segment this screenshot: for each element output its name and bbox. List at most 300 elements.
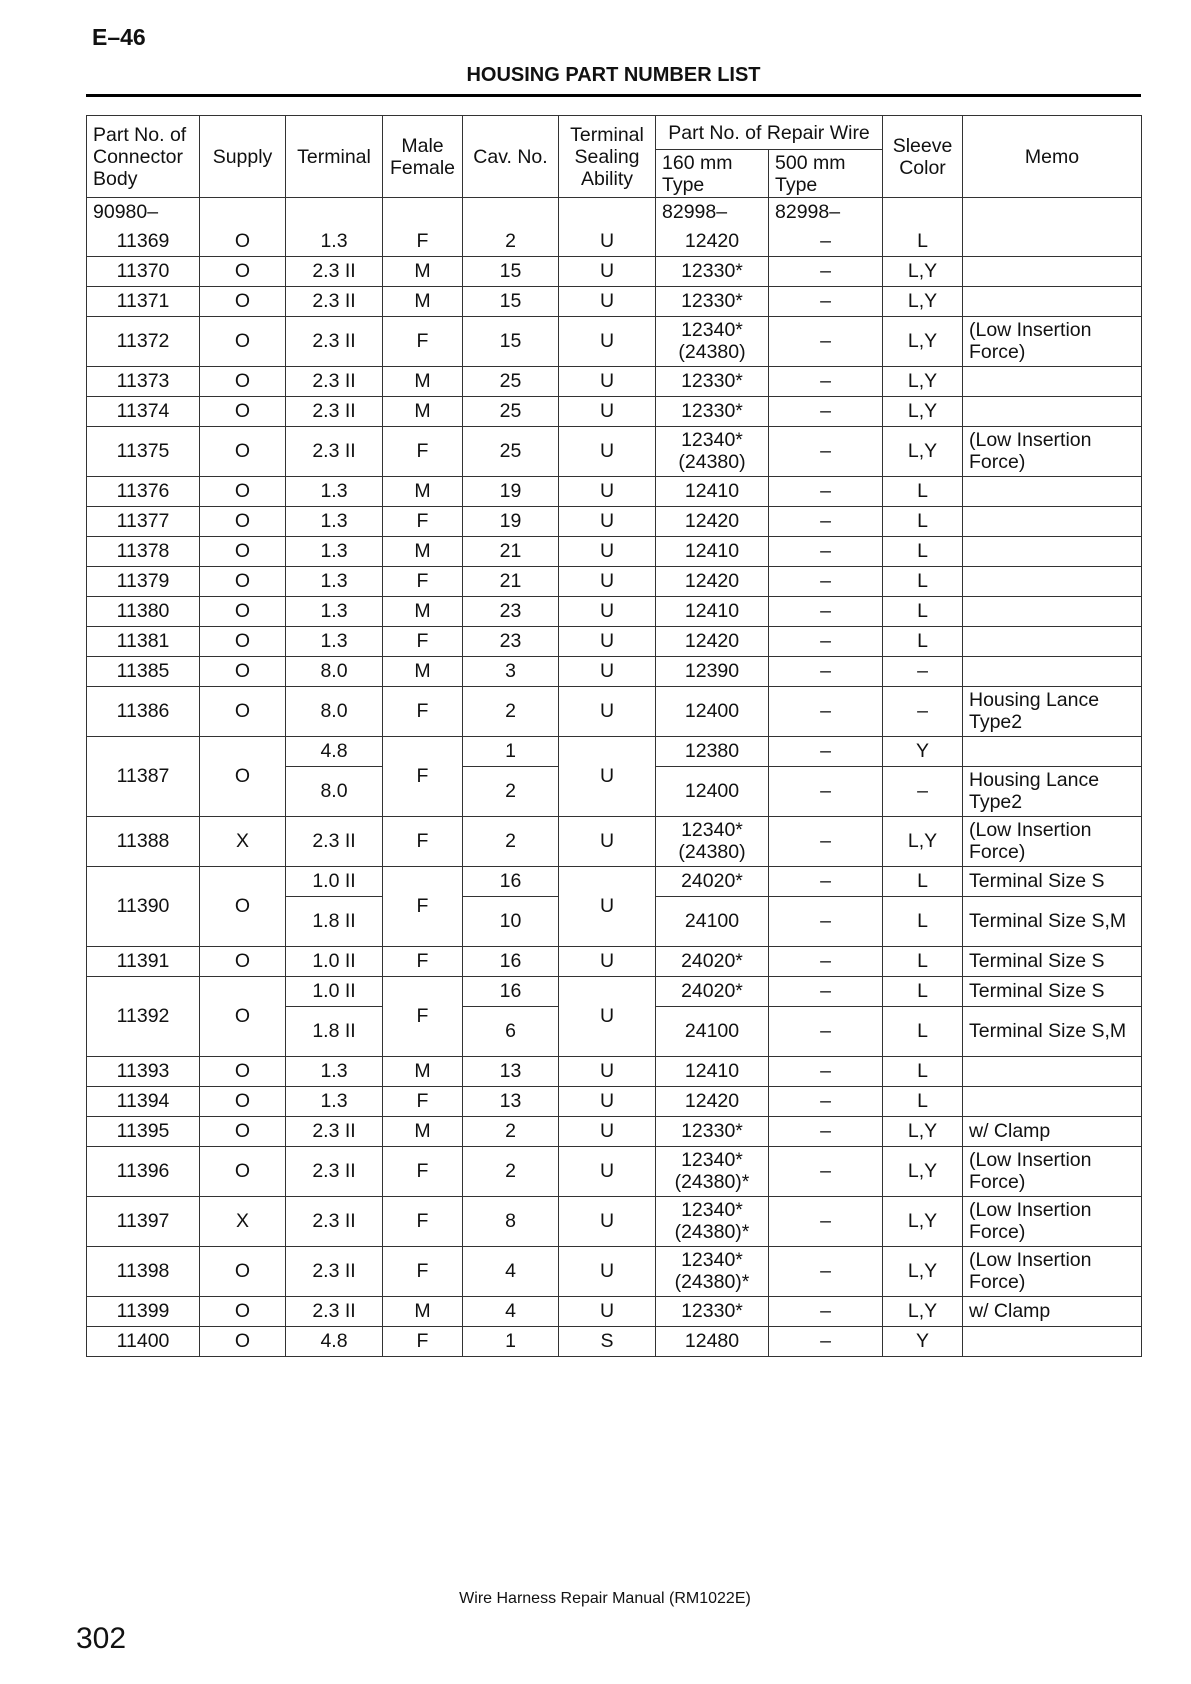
cell-500mm: – <box>769 686 883 736</box>
cell-sleeve: L <box>883 226 963 256</box>
cell-500mm: – <box>769 1086 883 1116</box>
table-row <box>87 656 1142 686</box>
cell-sealing: U <box>559 476 656 506</box>
header-supply: Supply <box>200 116 286 198</box>
cell-sealing: U <box>559 536 656 566</box>
cell-160mm: 12330* <box>656 366 769 396</box>
cell-cav-no: 25 <box>463 366 559 396</box>
cell-cav-no: 15 <box>463 256 559 286</box>
cell-male-female: F <box>383 686 463 736</box>
prefix-empty <box>463 198 559 227</box>
cell-sleeve: L <box>883 476 963 506</box>
cell-sealing: U <box>559 866 656 946</box>
cell-sealing: U <box>559 366 656 396</box>
cell-part-no: 11377 <box>87 506 200 536</box>
cell-160mm: 12410 <box>656 476 769 506</box>
cell-cav-no: 13 <box>463 1086 559 1116</box>
prefix-empty <box>286 198 383 227</box>
table-row <box>87 1296 1142 1326</box>
cell-cav-no: 1 <box>463 1326 559 1356</box>
cell-cav-no: 15 <box>463 286 559 316</box>
cell-sealing: U <box>559 686 656 736</box>
cell-memo: (Low Insertion Force) <box>963 1146 1142 1196</box>
cell-supply: O <box>200 366 286 396</box>
cell-160mm: 12330* <box>656 256 769 286</box>
cell-cav-no: 19 <box>463 506 559 536</box>
cell-male-female: M <box>383 286 463 316</box>
cell-male-female: F <box>383 626 463 656</box>
cell-160mm: 12480 <box>656 1326 769 1356</box>
cell-160mm: 12340* (24380)* <box>656 1246 769 1296</box>
table-row <box>87 536 1142 566</box>
cell-500mm: – <box>769 396 883 426</box>
prefix-empty <box>963 198 1142 227</box>
cell-part-no: 11399 <box>87 1296 200 1326</box>
cell-cav-no: 4 <box>463 1296 559 1326</box>
cell-sealing: U <box>559 1056 656 1086</box>
cell-sealing: U <box>559 426 656 476</box>
table-row <box>87 1116 1142 1146</box>
cell-sealing: U <box>559 256 656 286</box>
cell-male-female: M <box>383 396 463 426</box>
cell-part-no: 11375 <box>87 426 200 476</box>
cell-terminal: 1.3 <box>286 1056 383 1086</box>
cell-male-female: F <box>383 976 463 1056</box>
cell-sleeve: L <box>883 626 963 656</box>
cell-sealing: U <box>559 626 656 656</box>
cell-terminal: 1.0 II <box>286 866 383 896</box>
cell-500mm: – <box>769 946 883 976</box>
cell-part-no: 11373 <box>87 366 200 396</box>
cell-cav-no: 16 <box>463 866 559 896</box>
cell-cav-no: 3 <box>463 656 559 686</box>
cell-memo: (Low Insertion Force) <box>963 1196 1142 1246</box>
cell-sleeve: L <box>883 976 963 1006</box>
cell-part-no: 11379 <box>87 566 200 596</box>
cell-terminal: 2.3 II <box>286 396 383 426</box>
cell-cav-no: 10 <box>463 896 559 946</box>
cell-terminal: 1.3 <box>286 626 383 656</box>
cell-cav-no: 23 <box>463 626 559 656</box>
prefix-empty <box>883 198 963 227</box>
cell-cav-no: 2 <box>463 1146 559 1196</box>
cell-terminal: 2.3 II <box>286 426 383 476</box>
cell-male-female: M <box>383 366 463 396</box>
cell-part-no: 11386 <box>87 686 200 736</box>
cell-male-female: M <box>383 1116 463 1146</box>
cell-memo <box>963 626 1142 656</box>
cell-terminal: 1.3 <box>286 536 383 566</box>
title-rule <box>86 94 1141 97</box>
cell-cav-no: 25 <box>463 426 559 476</box>
cell-160mm: 12400 <box>656 686 769 736</box>
cell-500mm: – <box>769 536 883 566</box>
table-row <box>87 866 1142 896</box>
cell-cav-no: 2 <box>463 686 559 736</box>
cell-memo <box>963 1056 1142 1086</box>
cell-memo <box>963 536 1142 566</box>
cell-supply: O <box>200 506 286 536</box>
cell-male-female: M <box>383 536 463 566</box>
cell-terminal: 2.3 II <box>286 256 383 286</box>
header-male-female: Male Female <box>383 116 463 198</box>
cell-sleeve: L <box>883 536 963 566</box>
cell-terminal: 1.3 <box>286 226 383 256</box>
cell-sealing: U <box>559 566 656 596</box>
cell-part-no: 11392 <box>87 976 200 1056</box>
cell-cav-no: 2 <box>463 816 559 866</box>
cell-500mm: – <box>769 1326 883 1356</box>
cell-500mm: – <box>769 256 883 286</box>
cell-supply: O <box>200 1146 286 1196</box>
cell-part-no: 11376 <box>87 476 200 506</box>
prefix-160mm: 82998– <box>656 198 769 227</box>
cell-500mm: – <box>769 316 883 366</box>
cell-sleeve: L,Y <box>883 426 963 476</box>
cell-part-no: 11397 <box>87 1196 200 1246</box>
cell-memo: Terminal Size S <box>963 946 1142 976</box>
cell-sealing: S <box>559 1326 656 1356</box>
cell-supply: O <box>200 316 286 366</box>
cell-terminal: 1.8 II <box>286 896 383 946</box>
cell-sleeve: – <box>883 766 963 816</box>
cell-memo: Terminal Size S <box>963 976 1142 1006</box>
footer-manual-title: Wire Harness Repair Manual (RM1022E) <box>459 1590 751 1607</box>
cell-male-female: M <box>383 596 463 626</box>
cell-terminal: 2.3 II <box>286 1246 383 1296</box>
cell-160mm: 12340* (24380)* <box>656 1196 769 1246</box>
cell-sleeve: Y <box>883 1326 963 1356</box>
cell-160mm: 24100 <box>656 896 769 946</box>
cell-terminal: 2.3 II <box>286 1196 383 1246</box>
cell-memo <box>963 566 1142 596</box>
cell-cav-no: 23 <box>463 596 559 626</box>
cell-supply: O <box>200 1326 286 1356</box>
prefix-part: 90980– <box>87 198 200 227</box>
cell-500mm: – <box>769 226 883 256</box>
cell-sleeve: L <box>883 566 963 596</box>
cell-500mm: – <box>769 896 883 946</box>
cell-cav-no: 1 <box>463 736 559 766</box>
cell-sleeve: L <box>883 946 963 976</box>
cell-supply: O <box>200 256 286 286</box>
cell-part-no: 11394 <box>87 1086 200 1116</box>
cell-500mm: – <box>769 816 883 866</box>
header-memo: Memo <box>963 116 1142 198</box>
cell-sealing: U <box>559 596 656 626</box>
cell-sealing: U <box>559 1246 656 1296</box>
cell-160mm: 24100 <box>656 1006 769 1056</box>
table-row <box>87 626 1142 656</box>
cell-part-no: 11372 <box>87 316 200 366</box>
cell-sealing: U <box>559 316 656 366</box>
cell-cav-no: 2 <box>463 766 559 816</box>
table-row <box>87 426 1142 476</box>
cell-male-female: F <box>383 866 463 946</box>
table-row <box>87 1326 1142 1356</box>
header-part-no: Part No. of Connector Body <box>87 116 200 198</box>
cell-supply: O <box>200 1246 286 1296</box>
cell-sleeve: L,Y <box>883 1246 963 1296</box>
cell-terminal: 2.3 II <box>286 1116 383 1146</box>
cell-500mm: – <box>769 596 883 626</box>
table-row <box>87 396 1142 426</box>
header-repair-wire: Part No. of Repair Wire <box>656 116 883 150</box>
cell-part-no: 11370 <box>87 256 200 286</box>
cell-memo: w/ Clamp <box>963 1116 1142 1146</box>
cell-memo <box>963 736 1142 766</box>
cell-terminal: 1.3 <box>286 596 383 626</box>
cell-sleeve: L,Y <box>883 256 963 286</box>
cell-500mm: – <box>769 656 883 686</box>
cell-supply: O <box>200 656 286 686</box>
table-row <box>87 976 1142 1006</box>
cell-part-no: 11398 <box>87 1246 200 1296</box>
cell-sealing: U <box>559 816 656 866</box>
cell-supply: O <box>200 1056 286 1086</box>
cell-160mm: 12420 <box>656 626 769 656</box>
cell-sleeve: L <box>883 866 963 896</box>
cell-memo <box>963 396 1142 426</box>
cell-500mm: – <box>769 1196 883 1246</box>
cell-sealing: U <box>559 1196 656 1246</box>
cell-sealing: U <box>559 1296 656 1326</box>
header-160mm-type: 160 mm Type <box>656 150 769 198</box>
table-row <box>87 736 1142 766</box>
cell-memo: Terminal Size S,M <box>963 896 1142 946</box>
prefix-row <box>87 198 1142 227</box>
cell-sealing: U <box>559 226 656 256</box>
cell-part-no: 11395 <box>87 1116 200 1146</box>
cell-sleeve: – <box>883 686 963 736</box>
prefix-empty <box>559 198 656 227</box>
table-row <box>87 476 1142 506</box>
table-row <box>87 366 1142 396</box>
cell-part-no: 11374 <box>87 396 200 426</box>
cell-terminal: 1.3 <box>286 566 383 596</box>
header-terminal: Terminal <box>286 116 383 198</box>
cell-500mm: – <box>769 976 883 1006</box>
cell-500mm: – <box>769 1246 883 1296</box>
cell-160mm: 12390 <box>656 656 769 686</box>
cell-male-female: F <box>383 566 463 596</box>
cell-terminal: 1.3 <box>286 476 383 506</box>
cell-terminal: 1.3 <box>286 1086 383 1116</box>
cell-part-no: 11371 <box>87 286 200 316</box>
cell-terminal: 2.3 II <box>286 1296 383 1326</box>
cell-sealing: U <box>559 1116 656 1146</box>
housing-part-table <box>86 115 1142 1357</box>
cell-male-female: F <box>383 1246 463 1296</box>
cell-memo <box>963 1326 1142 1356</box>
cell-sleeve: L,Y <box>883 366 963 396</box>
cell-160mm: 24020* <box>656 946 769 976</box>
cell-male-female: F <box>383 316 463 366</box>
cell-male-female: M <box>383 256 463 286</box>
cell-cav-no: 21 <box>463 566 559 596</box>
cell-cav-no: 25 <box>463 396 559 426</box>
cell-sleeve: L <box>883 1056 963 1086</box>
cell-500mm: – <box>769 626 883 656</box>
cell-supply: O <box>200 946 286 976</box>
cell-160mm: 12330* <box>656 1296 769 1326</box>
cell-sleeve: L <box>883 596 963 626</box>
cell-sleeve: Y <box>883 736 963 766</box>
cell-160mm: 12420 <box>656 566 769 596</box>
cell-500mm: – <box>769 1056 883 1086</box>
cell-memo: Housing Lance Type2 <box>963 766 1142 816</box>
cell-memo: Terminal Size S,M <box>963 1006 1142 1056</box>
cell-terminal: 1.3 <box>286 506 383 536</box>
table-row <box>87 226 1142 256</box>
cell-160mm: 12410 <box>656 536 769 566</box>
cell-supply: O <box>200 286 286 316</box>
table-row <box>87 1146 1142 1196</box>
cell-supply: X <box>200 1196 286 1246</box>
cell-male-female: M <box>383 476 463 506</box>
cell-sleeve: L,Y <box>883 816 963 866</box>
table-row <box>87 316 1142 366</box>
cell-memo: w/ Clamp <box>963 1296 1142 1326</box>
cell-memo <box>963 596 1142 626</box>
cell-part-no: 11385 <box>87 656 200 686</box>
cell-part-no: 11393 <box>87 1056 200 1086</box>
cell-500mm: – <box>769 476 883 506</box>
cell-terminal: 4.8 <box>286 1326 383 1356</box>
header-cav-no: Cav. No. <box>463 116 559 198</box>
table-row <box>87 816 1142 866</box>
cell-male-female: M <box>383 656 463 686</box>
cell-supply: O <box>200 736 286 816</box>
cell-terminal: 2.3 II <box>286 1146 383 1196</box>
cell-sealing: U <box>559 656 656 686</box>
cell-500mm: – <box>769 506 883 536</box>
cell-500mm: – <box>769 766 883 816</box>
cell-supply: O <box>200 686 286 736</box>
cell-sealing: U <box>559 506 656 536</box>
cell-terminal: 2.3 II <box>286 366 383 396</box>
cell-memo <box>963 476 1142 506</box>
cell-160mm: 12380 <box>656 736 769 766</box>
cell-cav-no: 15 <box>463 316 559 366</box>
cell-male-female: F <box>383 1326 463 1356</box>
prefix-empty <box>200 198 286 227</box>
cell-160mm: 12340* (24380) <box>656 426 769 476</box>
cell-cav-no: 2 <box>463 226 559 256</box>
cell-supply: O <box>200 396 286 426</box>
table-row <box>87 686 1142 736</box>
cell-160mm: 24020* <box>656 866 769 896</box>
prefix-empty <box>383 198 463 227</box>
cell-cav-no: 2 <box>463 1116 559 1146</box>
cell-male-female: F <box>383 226 463 256</box>
cell-supply: O <box>200 1116 286 1146</box>
cell-sleeve: L <box>883 506 963 536</box>
cell-part-no: 11391 <box>87 946 200 976</box>
cell-memo <box>963 226 1142 256</box>
cell-supply: O <box>200 426 286 476</box>
cell-sealing: U <box>559 1086 656 1116</box>
cell-memo <box>963 656 1142 686</box>
table-row <box>87 506 1142 536</box>
cell-160mm: 12340* (24380) <box>656 316 769 366</box>
cell-terminal: 2.3 II <box>286 286 383 316</box>
cell-terminal: 8.0 <box>286 766 383 816</box>
cell-sealing: U <box>559 976 656 1056</box>
cell-male-female: F <box>383 506 463 536</box>
cell-sleeve: L <box>883 896 963 946</box>
cell-cav-no: 6 <box>463 1006 559 1056</box>
cell-160mm: 12340* (24380) <box>656 816 769 866</box>
cell-sealing: U <box>559 396 656 426</box>
cell-terminal: 8.0 <box>286 686 383 736</box>
cell-part-no: 11381 <box>87 626 200 656</box>
cell-cav-no: 13 <box>463 1056 559 1086</box>
cell-500mm: – <box>769 1296 883 1326</box>
cell-sealing: U <box>559 946 656 976</box>
cell-160mm: 12340* (24380)* <box>656 1146 769 1196</box>
cell-sleeve: L <box>883 1086 963 1116</box>
cell-male-female: F <box>383 1196 463 1246</box>
cell-supply: O <box>200 976 286 1056</box>
cell-500mm: – <box>769 286 883 316</box>
table-row <box>87 1246 1142 1296</box>
table-row <box>87 596 1142 626</box>
cell-terminal: 2.3 II <box>286 816 383 866</box>
cell-160mm: 12400 <box>656 766 769 816</box>
cell-sleeve: L,Y <box>883 1146 963 1196</box>
table-header <box>87 116 1142 198</box>
cell-160mm: 12330* <box>656 396 769 426</box>
cell-memo: (Low Insertion Force) <box>963 426 1142 476</box>
cell-supply: O <box>200 596 286 626</box>
table-body <box>87 198 1142 1357</box>
cell-memo: Terminal Size S <box>963 866 1142 896</box>
cell-terminal: 1.0 II <box>286 976 383 1006</box>
cell-sealing: U <box>559 1146 656 1196</box>
cell-sleeve: – <box>883 656 963 686</box>
table-row <box>87 1086 1142 1116</box>
cell-160mm: 12420 <box>656 226 769 256</box>
cell-160mm: 12410 <box>656 596 769 626</box>
table-row <box>87 256 1142 286</box>
cell-sleeve: L,Y <box>883 1116 963 1146</box>
cell-160mm: 24020* <box>656 976 769 1006</box>
prefix-500mm: 82998– <box>769 198 883 227</box>
cell-male-female: F <box>383 816 463 866</box>
cell-male-female: F <box>383 1086 463 1116</box>
cell-memo: (Low Insertion Force) <box>963 1246 1142 1296</box>
cell-part-no: 11396 <box>87 1146 200 1196</box>
page-title: HOUSING PART NUMBER LIST <box>466 64 761 86</box>
cell-male-female: F <box>383 426 463 476</box>
cell-500mm: – <box>769 426 883 476</box>
cell-sealing: U <box>559 736 656 816</box>
cell-sleeve: L,Y <box>883 1296 963 1326</box>
cell-cav-no: 8 <box>463 1196 559 1246</box>
cell-male-female: M <box>383 1056 463 1086</box>
cell-male-female: M <box>383 1296 463 1326</box>
table-row <box>87 1056 1142 1086</box>
header-500mm-type: 500 mm Type <box>769 150 883 198</box>
cell-part-no: 11380 <box>87 596 200 626</box>
cell-cav-no: 16 <box>463 976 559 1006</box>
cell-male-female: F <box>383 736 463 816</box>
cell-part-no: 11369 <box>87 226 200 256</box>
cell-terminal: 1.8 II <box>286 1006 383 1056</box>
cell-terminal: 2.3 II <box>286 316 383 366</box>
header-sleeve-color: Sleeve Color <box>883 116 963 198</box>
